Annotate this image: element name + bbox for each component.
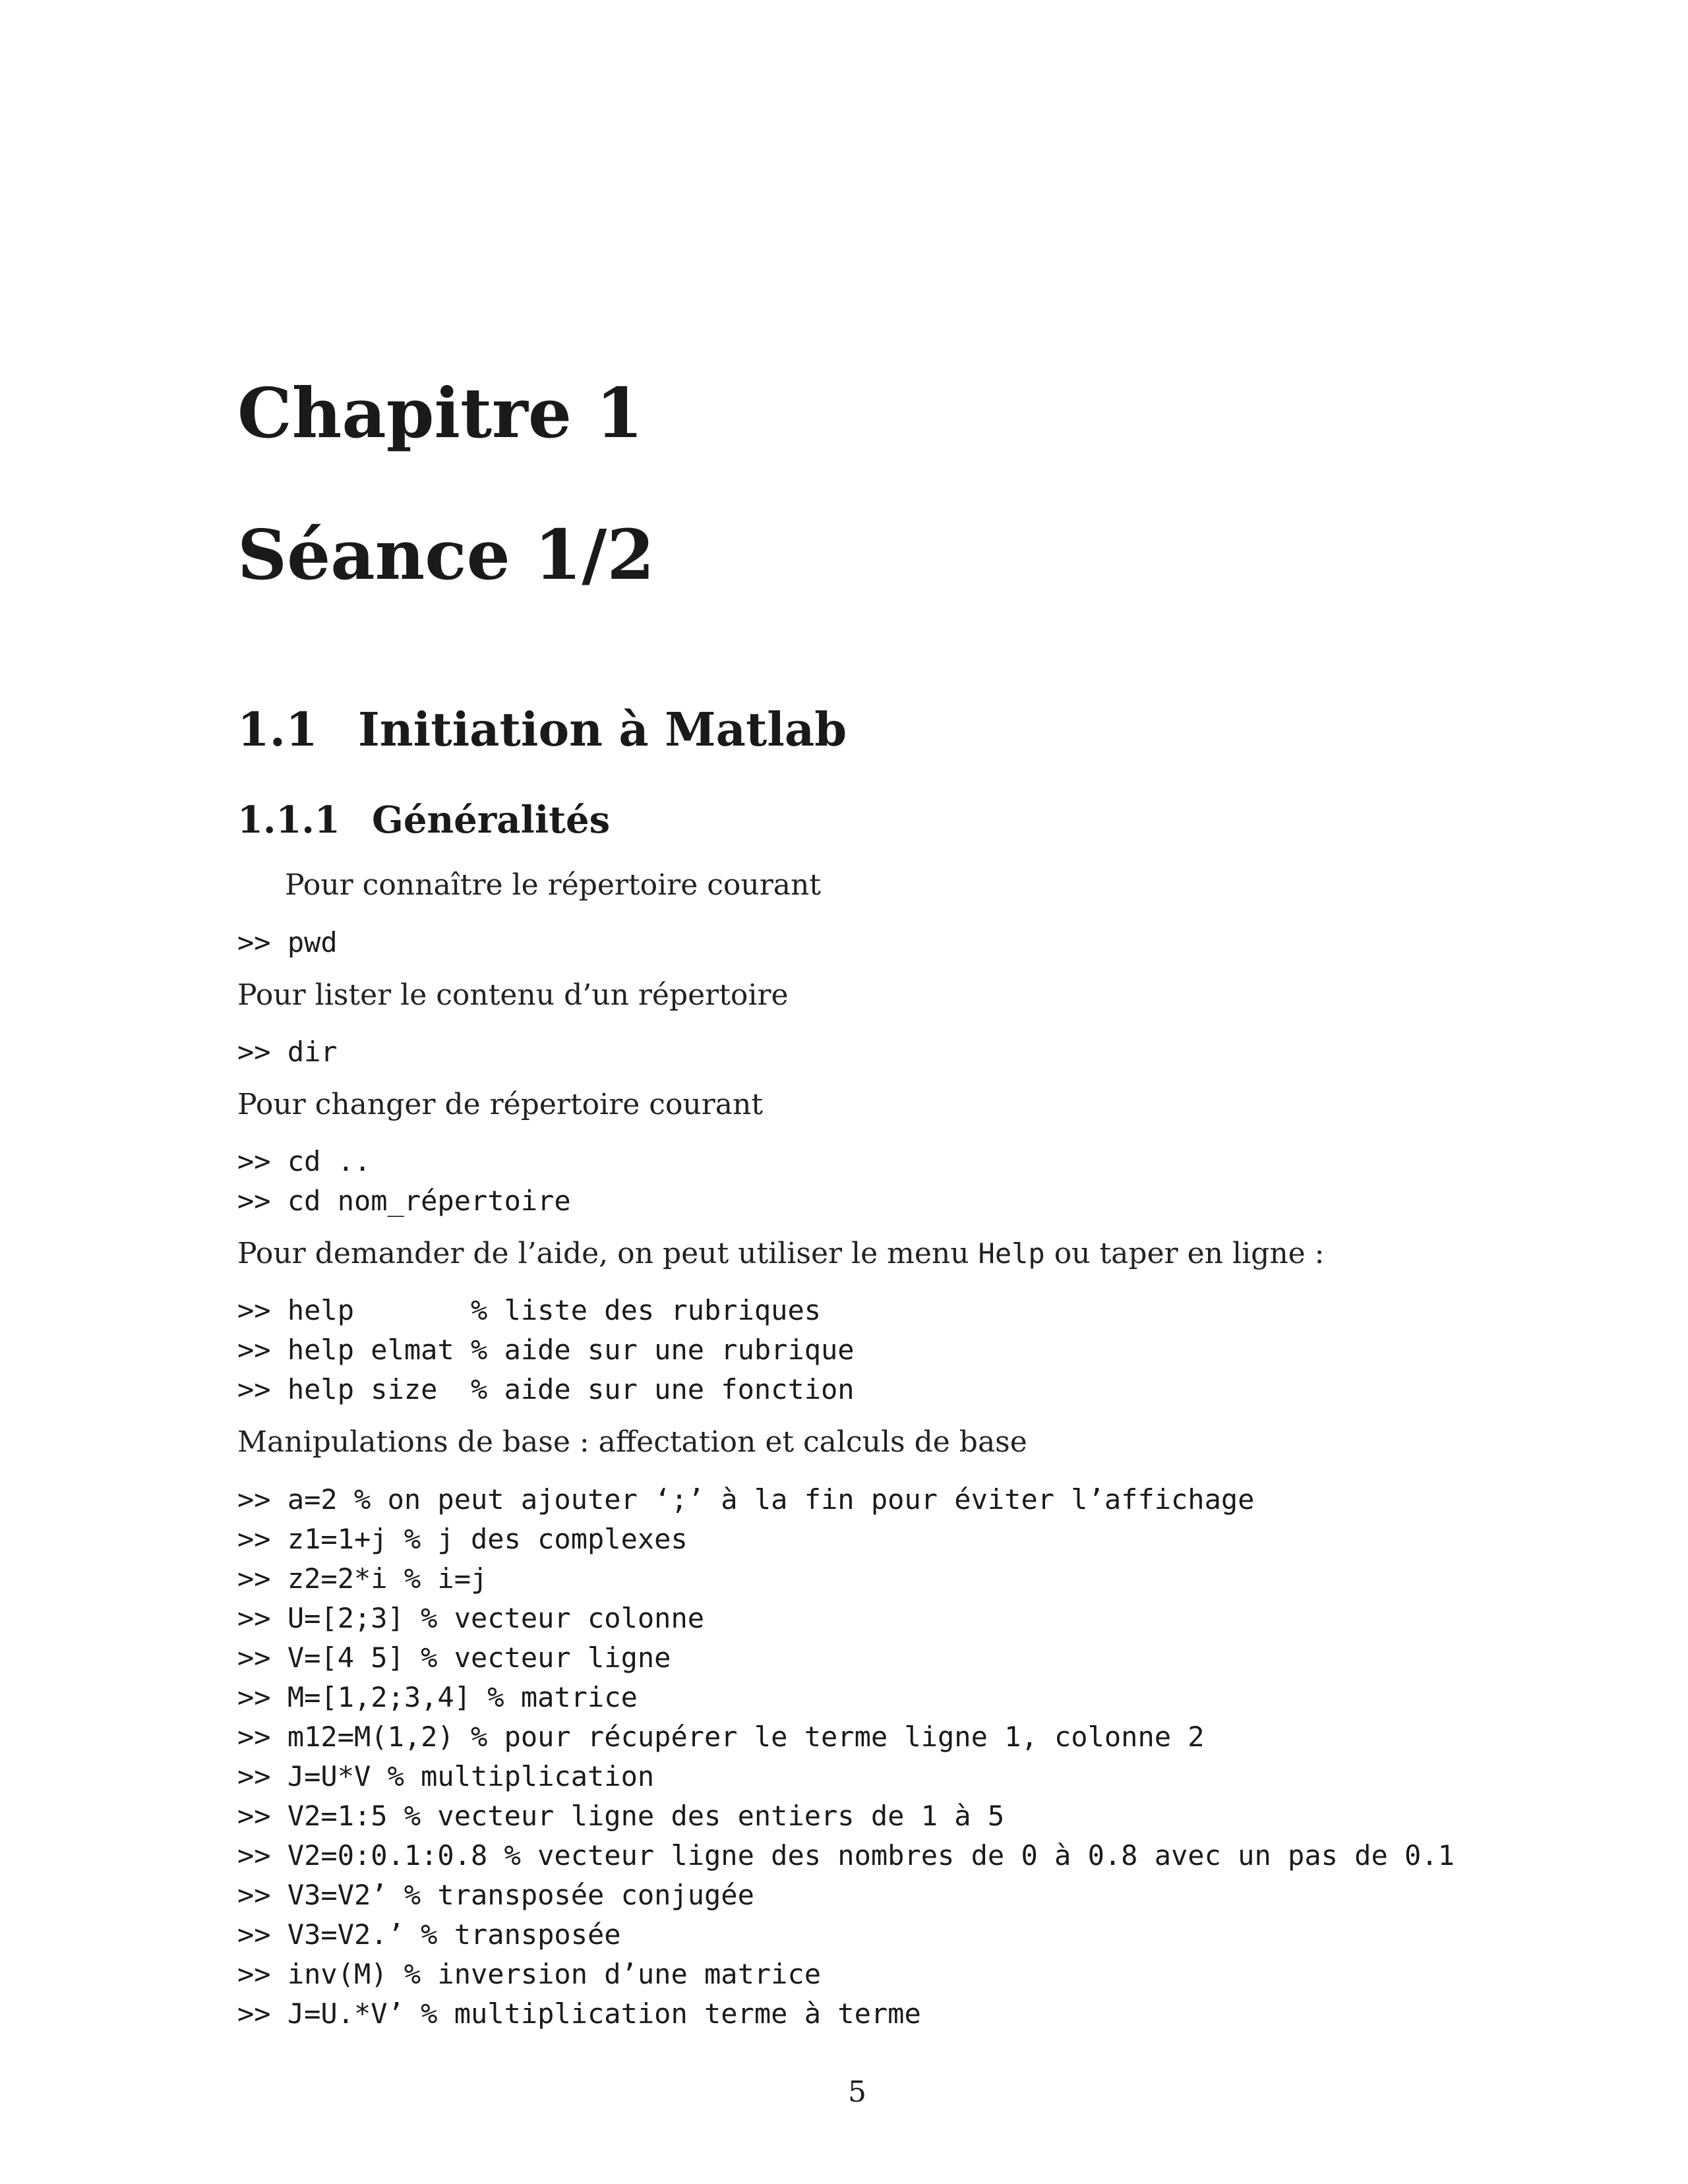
code-line: >> dir	[237, 1036, 338, 1068]
code-block-dir	[237, 1032, 338, 1072]
paragraph-list-directory: Pour lister le contenu d’un répertoire	[237, 978, 789, 1012]
code-block-pwd	[237, 923, 338, 962]
code-line: >> z2=2*i % i=j	[237, 1562, 488, 1595]
section-number: 1.1	[237, 702, 318, 757]
paragraph-help-text-end: ou taper en ligne :	[1044, 1237, 1325, 1270]
code-line: >> M=[1,2;3,4] % matrice	[237, 1681, 638, 1713]
code-line: >> V2=1:5 % vecteur ligne des entiers de 1 à 5	[237, 1800, 1005, 1832]
code-line: >> z1=1+j % j des complexes	[237, 1523, 688, 1555]
code-line: >> V3=V2’ % transposée conjugée	[237, 1879, 754, 1911]
code-line: >> V=[4 5] % vecteur ligne	[237, 1641, 671, 1674]
code-line: >> a=2 % on peut ajouter ‘;’ à la fin pour éviter l’affichage	[237, 1483, 1255, 1516]
code-block-cd	[237, 1142, 571, 1221]
code-line: >> help elmat % aide sur une rubrique	[237, 1334, 855, 1366]
code-line: >> help % liste des rubriques	[237, 1294, 822, 1326]
code-line: >> V2=0:0.1:0.8 % vecteur ligne des nombres de 0 à 0.8 avec un pas de 0.1	[237, 1839, 1455, 1872]
code-block-help	[237, 1291, 855, 1409]
paragraph-change-directory: Pour changer de répertoire courant	[237, 1088, 764, 1121]
code-line: >> U=[2;3] % vecteur colonne	[237, 1602, 705, 1634]
subsection-number: 1.1.1	[237, 798, 340, 842]
code-line: >> help size % aide sur une fonction	[237, 1373, 855, 1405]
code-line: >> V3=V2.’ % transposée	[237, 1918, 621, 1951]
code-line: >> m12=M(1,2) % pour récupérer le terme ligne 1, colonne 2	[237, 1721, 1205, 1753]
code-block-basic-manipulations	[237, 1480, 1455, 2034]
code-line: >> J=U.*V’ % multiplication terme à terme	[237, 1997, 921, 2030]
page-number: 5	[848, 2075, 866, 2109]
code-line: >> cd nom_répertoire	[237, 1185, 571, 1217]
section-heading	[237, 702, 847, 757]
paragraph-help-text: Pour demander de l’aide, on peut utiliser le menu	[237, 1237, 979, 1270]
subsection-heading	[237, 798, 611, 842]
subsection-title: Généralités	[372, 798, 611, 842]
paragraph-basic-manipulations: Manipulations de base : affectation et calculs de base	[237, 1425, 1027, 1459]
paragraph-help	[237, 1239, 1325, 1268]
chapter-label: Chapitre 1	[237, 372, 644, 454]
code-line: >> pwd	[237, 926, 338, 959]
paragraph-current-directory: Pour connaître le répertoire courant	[285, 868, 821, 902]
code-line: >> cd ..	[237, 1145, 371, 1177]
inline-code-help: Help	[978, 1237, 1045, 1270]
chapter-title: Séance 1/2	[237, 514, 655, 595]
section-title: Initiation à Matlab	[358, 702, 847, 757]
code-line: >> J=U*V % multiplication	[237, 1760, 655, 1792]
code-line: >> inv(M) % inversion d’une matrice	[237, 1958, 822, 1990]
